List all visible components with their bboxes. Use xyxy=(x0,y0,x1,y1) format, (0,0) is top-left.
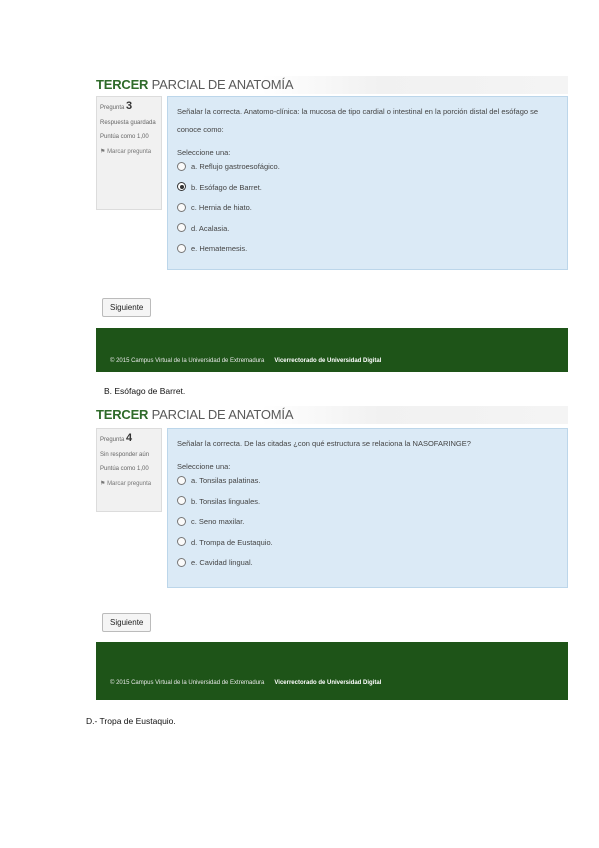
question-info-panel xyxy=(96,428,162,512)
screenshot-question-4 xyxy=(96,406,568,700)
answer-option[interactable]: a. Tonsilas palatinas. xyxy=(177,471,558,492)
radio-button[interactable] xyxy=(177,517,186,526)
flag-question-link[interactable]: ⚑ Marcar pregunta xyxy=(100,481,152,487)
answer-option[interactable]: a. Reflujo gastroesofágico. xyxy=(177,157,558,178)
answer-note-1: B. Esófago de Barret. xyxy=(104,386,186,396)
answer-option[interactable]: b. Esófago de Barret. xyxy=(177,178,558,199)
question-number: Pregunta 3 xyxy=(100,100,133,112)
question-status: Sin responder aún xyxy=(100,452,150,458)
flag-icon: ⚑ xyxy=(100,149,106,155)
radio-button[interactable] xyxy=(177,476,186,485)
page-title: TERCER PARCIAL DE ANATOMÍA xyxy=(96,406,568,424)
select-label: Seleccione una: xyxy=(177,462,231,471)
answer-note-2: D.- Tropa de Eustaquio. xyxy=(86,716,176,726)
flag-question-link[interactable]: ⚑ Marcar pregunta xyxy=(100,149,152,155)
next-button[interactable]: Siguiente xyxy=(102,298,151,317)
radio-button[interactable] xyxy=(177,496,186,505)
select-label: Seleccione una: xyxy=(177,148,231,157)
question-box xyxy=(167,96,568,270)
question-box xyxy=(167,428,568,588)
answer-option[interactable]: c. Seno maxilar. xyxy=(177,512,558,533)
radio-button-selected[interactable] xyxy=(177,182,186,191)
answer-option[interactable]: c. Hernia de hiato. xyxy=(177,198,558,219)
radio-button[interactable] xyxy=(177,162,186,171)
radio-button[interactable] xyxy=(177,203,186,212)
answer-option[interactable]: e. Hematemesis. xyxy=(177,239,558,260)
question-text: Señalar la correcta. De las citadas ¿con qué estructura se relaciona la NASOFARINGE? xyxy=(177,439,471,448)
question-score: Puntúa como 1,00 xyxy=(100,466,149,472)
answer-option[interactable]: e. Cavidad lingual. xyxy=(177,553,558,574)
radio-button[interactable] xyxy=(177,558,186,567)
question-info-panel xyxy=(96,96,162,210)
question-number: Pregunta 4 xyxy=(100,432,133,444)
screenshot-question-3 xyxy=(96,76,568,372)
answer-option[interactable]: d. Acalasia. xyxy=(177,219,558,240)
radio-button[interactable] xyxy=(177,244,186,253)
question-status: Respuesta guardada xyxy=(100,120,156,126)
radio-button[interactable] xyxy=(177,537,186,546)
flag-icon: ⚑ xyxy=(100,481,106,487)
answer-option[interactable]: d. Trompa de Eustaquio. xyxy=(177,533,558,554)
next-button[interactable]: Siguiente xyxy=(102,613,151,632)
question-score: Puntúa como 1,00 xyxy=(100,134,149,140)
question-text: Señalar la correcta. Anatomo-clínica: la mucosa de tipo cardial o intestinal en la porción distal del esófago se conoce como: xyxy=(177,107,539,134)
site-footer: © 2015 Campus Virtual de la Universidad de Extremadura Vicerrectorado de Universidad Digital xyxy=(96,328,568,372)
site-footer: © 2015 Campus Virtual de la Universidad de Extremadura Vicerrectorado de Universidad Digital xyxy=(96,642,568,700)
answer-option[interactable]: b. Tonsilas linguales. xyxy=(177,492,558,513)
radio-button[interactable] xyxy=(177,223,186,232)
page-title: TERCER PARCIAL DE ANATOMÍA xyxy=(96,76,568,94)
